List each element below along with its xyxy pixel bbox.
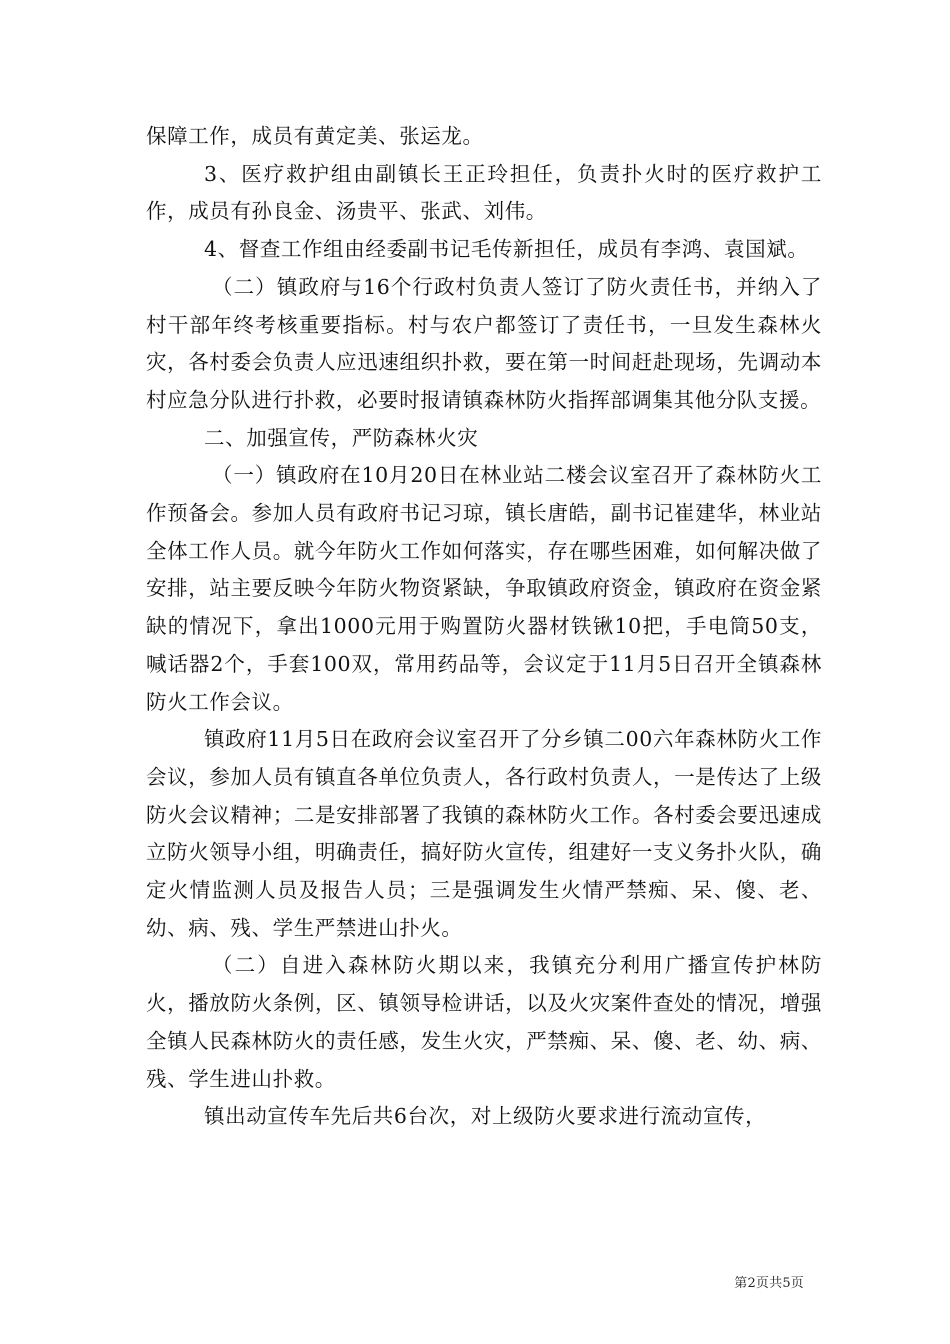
paragraph-medical-group: 3、医疗救护组由副镇长王正玲担任，负责扑火时的医疗救护工作，成员有孙良金、汤贵平、张武、刘伟。 [146, 161, 822, 224]
paragraph-responsibility: （二）镇政府与16个行政村负责人签订了防火责任书，并纳入了村干部年终考核重要指标。村与农户都签订了责任书，一旦发生森林火灾，各村委会负责人应迅速组织扑救，要在第一时间赶赴现场，先调动本村应急分队进行扑救，必要时报请镇森林防火指挥部调集其他分队支援。 [146, 274, 822, 412]
paragraph-publicity-vehicle: 镇出动宣传车先后共6台次，对上级防火要求进行流动宣传， [204, 1104, 767, 1129]
paragraph-broadcast: （二）自进入森林防火期以来，我镇充分利用广播宣传护林防火，播放防火条例，区、镇领导检讲话，以及火灾案件查处的情况，增强全镇人民森林防火的责任感，发生火灾，严禁痴、呆、傻、老、幼、病、残、学生进山扑救。 [146, 953, 822, 1091]
section-heading: 二、加强宣传，严防森林火灾 [204, 425, 479, 450]
page-number: 第2页共5页 [734, 1276, 804, 1291]
paragraph-continuation: 保障工作，成员有黄定美、张运龙。 [146, 124, 484, 148]
paragraph-preparatory-meeting: （一）镇政府在10月20日在林业站二楼会议室召开了森林防火工作预备会。参加人员有政府书记习琼，镇长唐皓，副书记崔建华，林业站全体工作人员。就今年防火工作如何落实，存在哪些困难，如何解决做了安排，站主要反映今年防火物资紧缺，争取镇政府资金，镇政府在资金紧缺的情况下，拿出1000元用于购置防火器材铁锹10把，手电筒50支，喊话器2个，手套100双，常用药品等，会议定于11月5日召开全镇森林防火工作会议。 [146, 463, 822, 714]
body-text [146, 118, 822, 1136]
paragraph-inspection-group: 4、督查工作组由经委副书记毛传新担任，成员有李鸿、袁国斌。 [204, 237, 809, 262]
paragraph-work-meeting: 镇政府11月5日在政府会议室召开了分乡镇二00六年森林防火工作会议，参加人员有镇直各单位负责人，各行政村负责人，一是传达了上级防火会议精神；二是安排部署了我镇的森林防火工作。各村委会要迅速成立防火领导小组，明确责任，搞好防火宣传，组建好一支义务扑火队，确定火情监测人员及报告人员；三是强调发生火情严禁痴、呆、傻、老、幼、病、残、学生严禁进山扑火。 [146, 727, 822, 940]
